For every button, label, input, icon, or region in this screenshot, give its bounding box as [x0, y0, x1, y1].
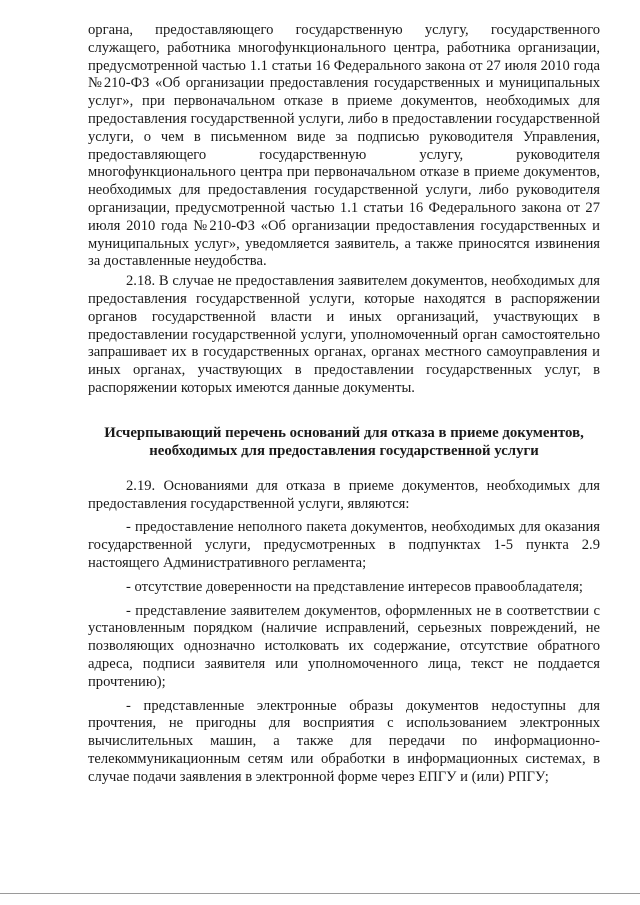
- paragraph-2-19: 2.19. Основаниями для отказа в приеме документов, необходимых для предоставления государственной услуги, являются:: [88, 477, 600, 512]
- list-item: - отсутствие доверенности на представление интересов правообладателя;: [126, 578, 583, 595]
- list-item: - предоставление неполного пакета документов, необходимых для оказания государственной услуги, предусмотренных в подпунктах 1-5 пункта 2.9 настоящего Административного регламента;: [88, 519, 600, 571]
- document-page: [88, 22, 600, 786]
- section-heading: Исчерпывающий перечень оснований для отказа в приеме документов, необходимых для предоставления государственной услуги: [104, 424, 584, 459]
- bottom-divider: [0, 893, 640, 894]
- list-item: - представление заявителем документов, оформленных не в соответствии с установленным порядком (наличие исправлений, серьезных повреждений, не позволяющих однозначно истолковать их содержание, отсутствие обратного адреса, подписи заявителя или уполномоченного лица, текст не поддается прочтению);: [88, 602, 600, 690]
- paragraph-2-18: 2.18. В случае не предоставления заявителем документов, необходимых для предоставления государственной услуги, которые находятся в распоряжении органов государственной власти и иных организаций, участвующих в предоставлении государственной услуги, уполномоченный орган самостоятельно запрашивает их в государственных органах, органах местного самоуправления и иных органах, участвующих в предоставлении государственных услуг, в распоряжении которых имеются данные документы.: [88, 273, 600, 396]
- list-item: - представленные электронные образы документов недоступны для прочтения, не пригодны для восприятия с использованием электронных вычислительных машин, а также для передачи по информационно-телекоммуникационным сетям или обработки в информационных системах, в случае подачи заявления в электронной форме через ЕПГУ и (или) РПГУ;: [88, 697, 600, 785]
- paragraph-continuation: органа, предоставляющего государственную услугу, государственного служащего, работника многофункционального центра, работника организации, предусмотренной частью 1.1 статьи 16 Федерального закона от 27 июля 2010 года №210-ФЗ «Об организации предоставления государственных и муниципальных услуг», при первоначальном отказе в приеме документов, необходимых для предоставления государственной услуги, либо в предоставлении государственной услуги, о чем в письменном виде за подписью руководителя Управления, предоставляющего государственную услугу, руководителя многофункционального центра при первоначальном отказе в приеме документов, необходимых для предоставления государственной услуги, либо руководителя организации, предусмотренной частью 1.1 статьи 16 Федерального закона от 27 июля 2010 года №210-ФЗ «Об организации предоставления государственных и муниципальных услуг», уведомляется заявитель, а также приносятся извинения за доставленные неудобства.: [88, 22, 600, 270]
